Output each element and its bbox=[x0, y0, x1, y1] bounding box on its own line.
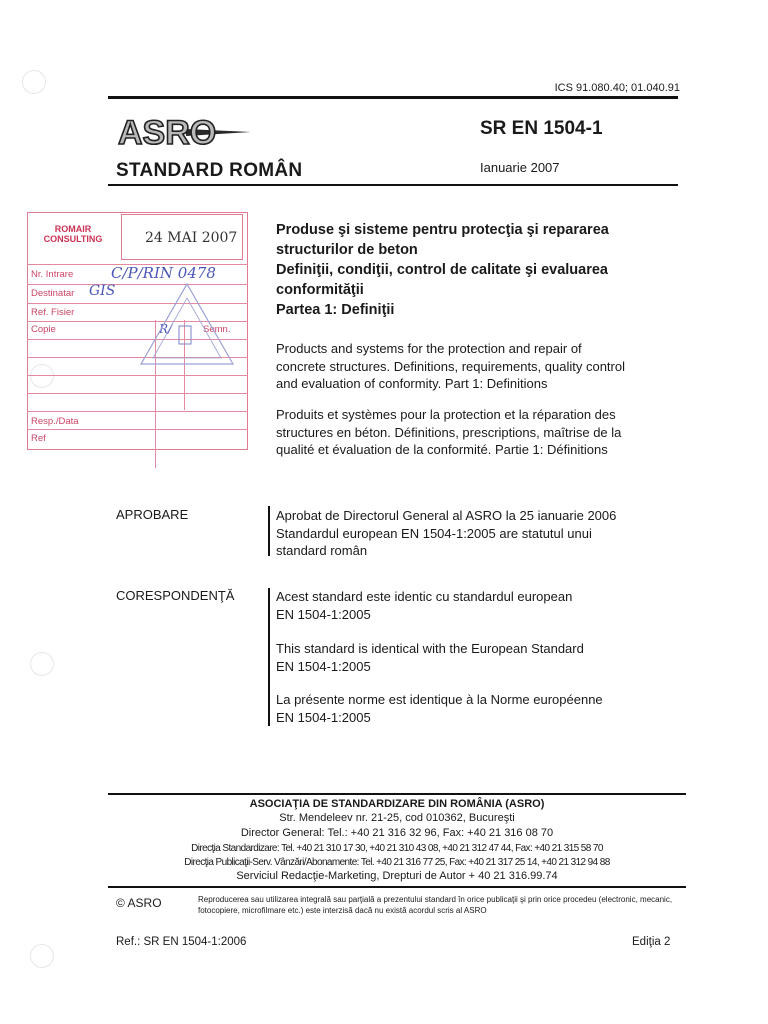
asro-logo bbox=[116, 110, 251, 154]
stamp-label-nr-intrare: Nr. Intrare bbox=[31, 269, 74, 280]
footer-top-rule bbox=[108, 793, 686, 795]
corespondenta-bar bbox=[268, 588, 270, 726]
corespondenta-fr: La présente norme est identique à la Norme européenne EN 1504-1:2005 bbox=[276, 692, 603, 725]
punch-hole bbox=[30, 652, 54, 676]
registration-stamp bbox=[27, 212, 248, 450]
footer-director: Director General: Tel.: +40 21 316 32 96, Fax: +40 21 316 08 70 bbox=[240, 827, 554, 839]
document-ref: Ref.: SR EN 1504-1:2006 bbox=[116, 936, 247, 948]
ics-code: ICS 91.080.40; 01.040.91 bbox=[554, 82, 680, 94]
stamp-label-ref: Ref bbox=[31, 433, 46, 444]
footer-serviciul: Serviciul Redacţie-Marketing, Drepturi de Autor + 40 21 316.99.74 bbox=[236, 870, 558, 882]
corespondenta-en: This standard is identical with the European Standard EN 1504-1:2005 bbox=[276, 641, 584, 674]
corespondenta-ro: Acest standard este identic cu standardul european EN 1504-1:2005 bbox=[276, 589, 573, 622]
aprobare-bar bbox=[268, 506, 270, 556]
stamp-date: 24 MAI 2007 bbox=[145, 230, 238, 246]
standard-type: STANDARD ROMÂN bbox=[116, 160, 303, 181]
punch-hole bbox=[30, 944, 54, 968]
publication-date: Ianuarie 2007 bbox=[480, 160, 560, 175]
footer-directia-publicatii: Direcţia Publicaţii-Serv. Vânzări/Abonamente: Tel. +40 21 316 77 25, Fax: +40 21 317 25 14, +40 21 312 94 88 bbox=[184, 857, 610, 868]
stamp-company: ROMAIR CONSULTING bbox=[43, 224, 103, 244]
title-romanian: Produse şi sisteme pentru protecţia şi repararea structurilor de beton Definiţii, condiţii, control de calitate şi evaluarea conformităţii Partea 1: Definiţii bbox=[276, 222, 609, 318]
footer-address: Str. Mendeleev nr. 21-25, cod 010362, Bucureşti bbox=[279, 812, 515, 824]
handwritten-destinatar: GIS bbox=[89, 283, 116, 299]
header-bottom-rule bbox=[108, 184, 678, 186]
title-english: Products and systems for the protection and repair of concrete structures. Definitions, requirements, quality control and evaluation of conformity. Part 1: Definitions bbox=[276, 341, 625, 391]
corespondenta-label: CORESPONDENŢĂ bbox=[116, 588, 235, 603]
stamp-label-copie: Copie bbox=[31, 324, 56, 335]
standard-code: SR EN 1504-1 bbox=[480, 118, 603, 139]
footer-directia-standardizare: Direcţia Standardizare: Tel. +40 21 310 17 30, +40 21 310 43 08, +40 21 312 47 44, Fax: +40 21 315 58 70 bbox=[191, 843, 603, 854]
stamp-label-ref-fisier: Ref. Fisier bbox=[31, 307, 75, 318]
footer-org: ASOCIAŢIA DE STANDARDIZARE DIN ROMÂNIA (ASRO) bbox=[249, 798, 545, 810]
punch-hole bbox=[22, 70, 46, 94]
title-french: Produits et systèmes pour la protection et la réparation des structures en béton. Définitions, prescriptions, maîtrise de la qualité et évaluation de la conformité. Partie 1: Définitions bbox=[276, 407, 622, 457]
handwritten-nr-intrare: C/P/RIN 0478 bbox=[111, 264, 216, 282]
aprobare-text: Aprobat de Directorul General al ASRO la 25 ianuarie 2006 Standardul european EN 1504-1:2005 are statutul unui standard român bbox=[276, 508, 617, 558]
logo-text: ASRO bbox=[118, 114, 217, 152]
stamp-label-semn: Semn. bbox=[203, 324, 231, 335]
aprobare-label: APROBARE bbox=[116, 507, 189, 522]
copyright: © ASRO bbox=[116, 896, 162, 910]
edition: Ediţia 2 bbox=[632, 936, 671, 948]
handwritten-copie: R/ bbox=[159, 322, 173, 336]
stamp-label-resp-data: Resp./Data bbox=[31, 416, 79, 427]
triangle-seal-icon bbox=[137, 278, 237, 370]
header-rule bbox=[108, 96, 678, 99]
footer-bottom-rule bbox=[108, 886, 686, 888]
reproduction-notice: Reproducerea sau utilizarea integrală sau parţială a prezentului standard în orice publicaţii şi prin orice procedeu (electronic, mecanic, fotocopiere, microfilmare etc.) este interzisă dacă nu există acordul scris al ASRO bbox=[198, 895, 673, 915]
stamp-label-destinatar: Destinatar bbox=[31, 288, 75, 299]
